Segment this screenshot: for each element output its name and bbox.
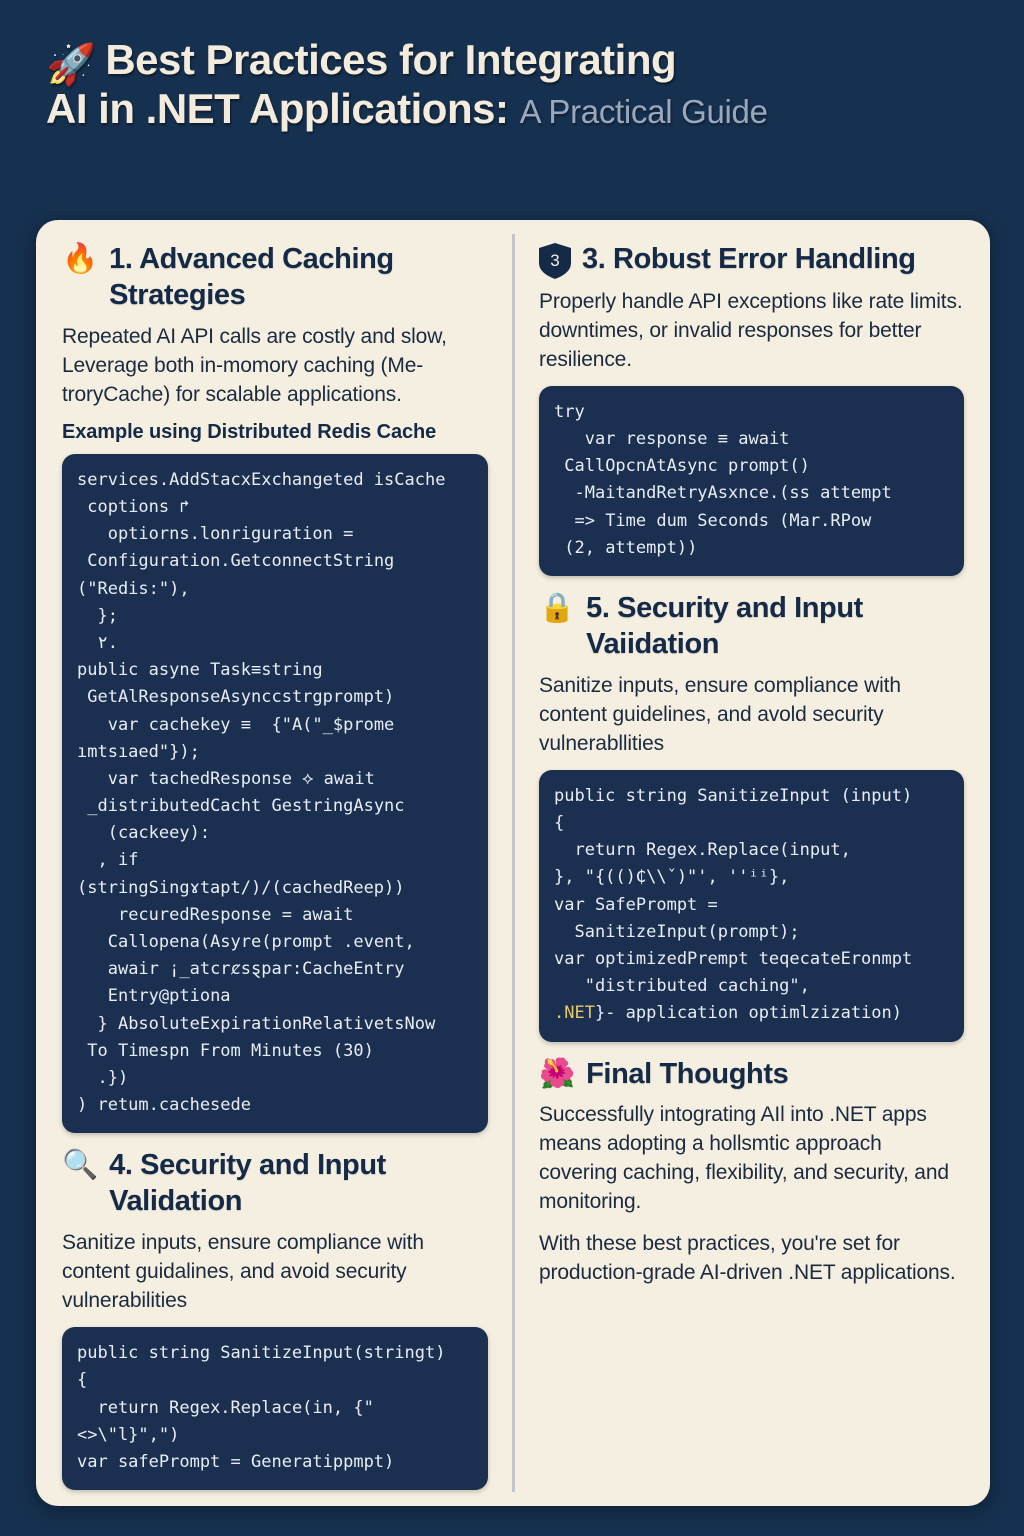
section-body-text: Repeated AI API calls are costly and slow, Leverage both in-momory caching (Me-troryCache) for scalable applications. [62,324,447,406]
section-robust-error-handling [539,242,964,576]
code-line-net: .NET}- application optimlzization) [554,1003,902,1024]
right-column [515,220,990,1506]
net-token: .NET [554,1003,595,1024]
section-body-text: Sanitize inputs, ensure compliance with content guidelines, and avold security vulnerabllities [539,673,901,755]
code-line: "distributed caching", [554,976,810,997]
section-final-thoughts [539,1057,964,1289]
section-security-input-validation-4 [62,1148,488,1490]
code-line: var tachedResponse ⟡ await [77,768,375,789]
code-line: CallOpcnAtAsync prompt() [554,456,810,477]
code-line: => Time dum Seconds (Mar.RPow [554,510,872,531]
code-line: }; [77,605,118,626]
code-line: (cackeey): [77,823,211,844]
page-subtitle: A Practical Guide [519,93,768,130]
code-line: services.AddStacxExchangeted isCache [77,469,446,490]
section-title: Final Thoughts [586,1057,789,1090]
code-block-redis-cache [62,454,488,1134]
code-block-try-retry [539,386,964,576]
code-line: coptions ↱ [77,497,190,517]
page-title-line-2 [46,85,994,134]
code-line: return Regex.Replace(input, [554,840,851,861]
section-title: 4. Security and Input Validation [109,1149,386,1218]
section-title: 1. Advanced Caching Strategies [109,243,394,311]
final-thoughts-paragraph-2: With these best practices, you're set for production-grade AI-driven .NET applications. [539,1232,956,1285]
code-line: public string SanitizeInput (input) [554,785,913,806]
code-block-sanitize-input-left [62,1327,488,1490]
code-line: { [554,813,565,834]
code-line: awair ¡_atcrȼsȿpar:CacheEntry [77,959,405,980]
code-line: Callopena(Asyre(prompt .event, [77,932,415,952]
code-line: { [77,1370,88,1391]
code-line: Configuration.GetconnectString ("Redis:"), [77,551,405,599]
fire-icon: 🔥 [62,243,99,275]
section-header [62,242,488,314]
code-line: Entry@ptiona [77,986,231,1007]
code-line: return Regex.Replace(in, {"<>\"l}",") [77,1397,374,1445]
section-header [539,242,964,279]
page-title-line-1 [46,36,994,85]
lock-icon: 🔒 [539,592,576,625]
code-line: SanitizeInput(prompt); [554,921,800,942]
code-line: recuredResponse = await [77,904,354,925]
code-line: _distributedCacht GestringAsync [77,796,405,817]
section-sublabel: Example using Distributed Redis Cache [62,420,437,443]
final-thoughts-paragraph-1: Successfully intograting AIl into .NET apps means adopting a hollsmtic approach covering caching, flexibility, and security, and monitoring. [539,1103,949,1214]
section-title: 5. Security and Input Vaiidation [586,592,863,660]
section-header [539,591,964,663]
code-line: (2, attempt)) [554,537,698,558]
left-column [36,220,512,1506]
section-body-text: Sanitize inputs, ensure compliance with content guidalines, and avoid security vulnerabilities [62,1231,424,1313]
page-header [0,0,1024,210]
section-security-input-validation-5 [539,591,964,1042]
section-advanced-caching [62,242,488,1133]
code-line: } AbsoluteExpirationRelativetsNow [77,1013,436,1034]
code-block-sanitize-input-right [539,770,964,1042]
flower-icon: 🌺 [539,1057,576,1090]
code-line: var response ≡ await [554,429,790,450]
section-body-text: Properly handle API exceptions like rate limits. downtimes, or invalid responses for better resilience. [539,290,963,371]
shield-badge-icon [539,243,571,279]
code-line: , if (stringSingɤtapt/)/(cachedReep)) [77,850,405,898]
magnifier-icon: 🔍 [62,1149,99,1182]
code-line: .}) [77,1067,129,1088]
code-line: GetAlResponseAsynccstrgprompt) [77,687,395,708]
section-title: 3. Robust Error Handling [582,243,916,275]
code-line: public string SanitizeInput(stringt) [77,1343,446,1364]
section-header [539,1057,964,1093]
badge-number-text: 3 [550,251,560,270]
code-line: optiorns.lonriguration = [77,524,354,545]
code-line: To Timespn From Minutes (30) [77,1040,374,1061]
code-line: }, "{(()₵\\ˇ)"', ''ⁱⁱ}, [554,867,790,888]
code-line: var optimizedPrempt teqecateEronmpt [554,948,913,969]
code-line: ٢. [77,632,118,653]
code-line: var cachekey ≡ {"A("_$prome ımtsıaed"}); [77,714,405,762]
code-line: var SafePrompt = [554,894,718,915]
title-text-line-2: AI in .NET Applications: [46,85,509,132]
code-line: public asyne Task≡string [77,660,323,681]
title-text-line-1: Best Practices for Integrating [105,36,677,83]
code-line: -MaitandRetryAsxnce.(ss attempt [554,483,892,504]
section-header [62,1148,488,1220]
rocket-icon: 🚀 [46,43,96,87]
content-card [36,220,990,1506]
code-line: ) retum.cachesede [77,1095,251,1116]
code-line: try [554,401,585,422]
code-line: var safePrompt = Generatippmpt) [77,1451,395,1472]
